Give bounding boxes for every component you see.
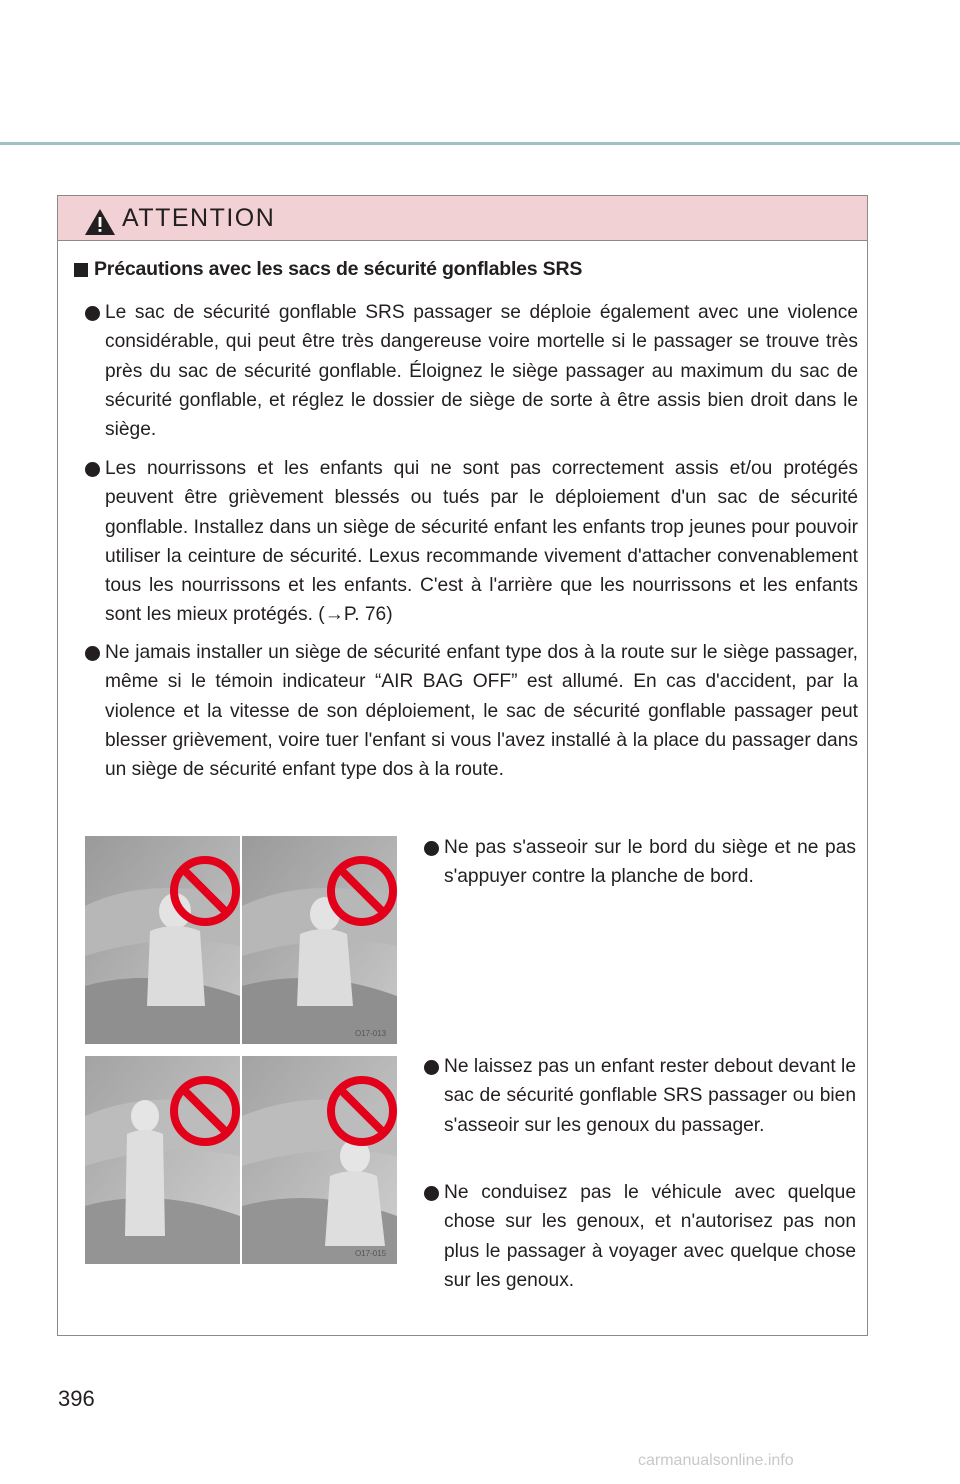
watermark: carmanualsonline.info	[638, 1452, 794, 1469]
page-number: 396	[58, 1386, 95, 1411]
bullet-dot-icon	[424, 1060, 439, 1075]
section-heading-text: Précautions avec les sacs de sécurité gonflables SRS	[94, 258, 583, 280]
square-bullet-icon	[74, 263, 88, 277]
figure-code: O17-015	[355, 1249, 387, 1258]
figure-note-3	[424, 1178, 856, 1295]
paragraph-2	[85, 454, 858, 630]
attention-title: ATTENTION	[122, 203, 276, 232]
paragraph-2-text: Les nourrissons et les enfants qui ne sont pas correctement assis et/ou protégés peuvent être grièvement blessés ou tués par le déploiement d'un sac de sécurité gonflable. Installez dans un siège de sécurité enfant les enfants trop jeunes pour pouvoir utiliser la ceinture de sécurité. Lexus recommande vivement d'attacher convenablement tous les nourrissons et les enfants. C'est à l'arrière que les nourrissons et les enfants sont les mieux protégés. (→P. 76)	[105, 458, 858, 626]
attention-header	[58, 196, 867, 241]
figure-code: O17-013	[355, 1029, 387, 1038]
figure-note-3-text: Ne conduisez pas le véhicule avec quelque chose sur les genoux, et n'autorisez pas non plus le passager à voyager avec quelque chose sur les genoux.	[444, 1182, 856, 1291]
illustration-child-standing	[85, 1056, 397, 1264]
warning-triangle-icon	[84, 208, 116, 236]
figure-note-1	[424, 833, 856, 892]
bullet-dot-icon	[85, 462, 100, 477]
bullet-dot-icon	[85, 306, 100, 321]
figure-note-2	[424, 1052, 856, 1140]
bullet-dot-icon	[424, 841, 439, 856]
section-heading	[74, 258, 582, 281]
paragraph-3-text: Ne jamais installer un siège de sécurité enfant type dos à la route sur le siège passager, même si le témoin indicateur “AIR BAG OFF” est allumé. En cas d'accident, par la violence et la vitesse de son déploiement, le sac de sécurité gonflable passager peut blesser grièvement, voire tuer l'enfant si vous l'avez installé à la place du passager dans un siège de sécurité enfant type dos à la route.	[105, 642, 858, 781]
paragraph-3	[85, 638, 858, 784]
paragraph-1	[85, 298, 858, 444]
figure-note-1-text: Ne pas s'asseoir sur le bord du siège et ne pas s'appuyer contre la planche de bord.	[444, 837, 856, 888]
bullet-dot-icon	[85, 646, 100, 661]
attention-box	[57, 195, 868, 1336]
bullet-dot-icon	[424, 1186, 439, 1201]
paragraph-1-text: Le sac de sécurité gonflable SRS passager se déploie également avec une violence considérable, qui peut être très dangereuse voire mortelle si le passager se trouve très près du sac de sécurité gonflable. Éloignez le siège passager au maximum du sac de sécurité gonflable, et réglez le dossier de siège de sorte à être assis bien droit dans le siège.	[105, 302, 858, 441]
illustration-seat-edge	[85, 836, 397, 1044]
figure-note-2-text: Ne laissez pas un enfant rester debout devant le sac de sécurité gonflable SRS passager ou bien s'asseoir sur les genoux du passager.	[444, 1056, 856, 1136]
top-rule	[0, 142, 960, 145]
